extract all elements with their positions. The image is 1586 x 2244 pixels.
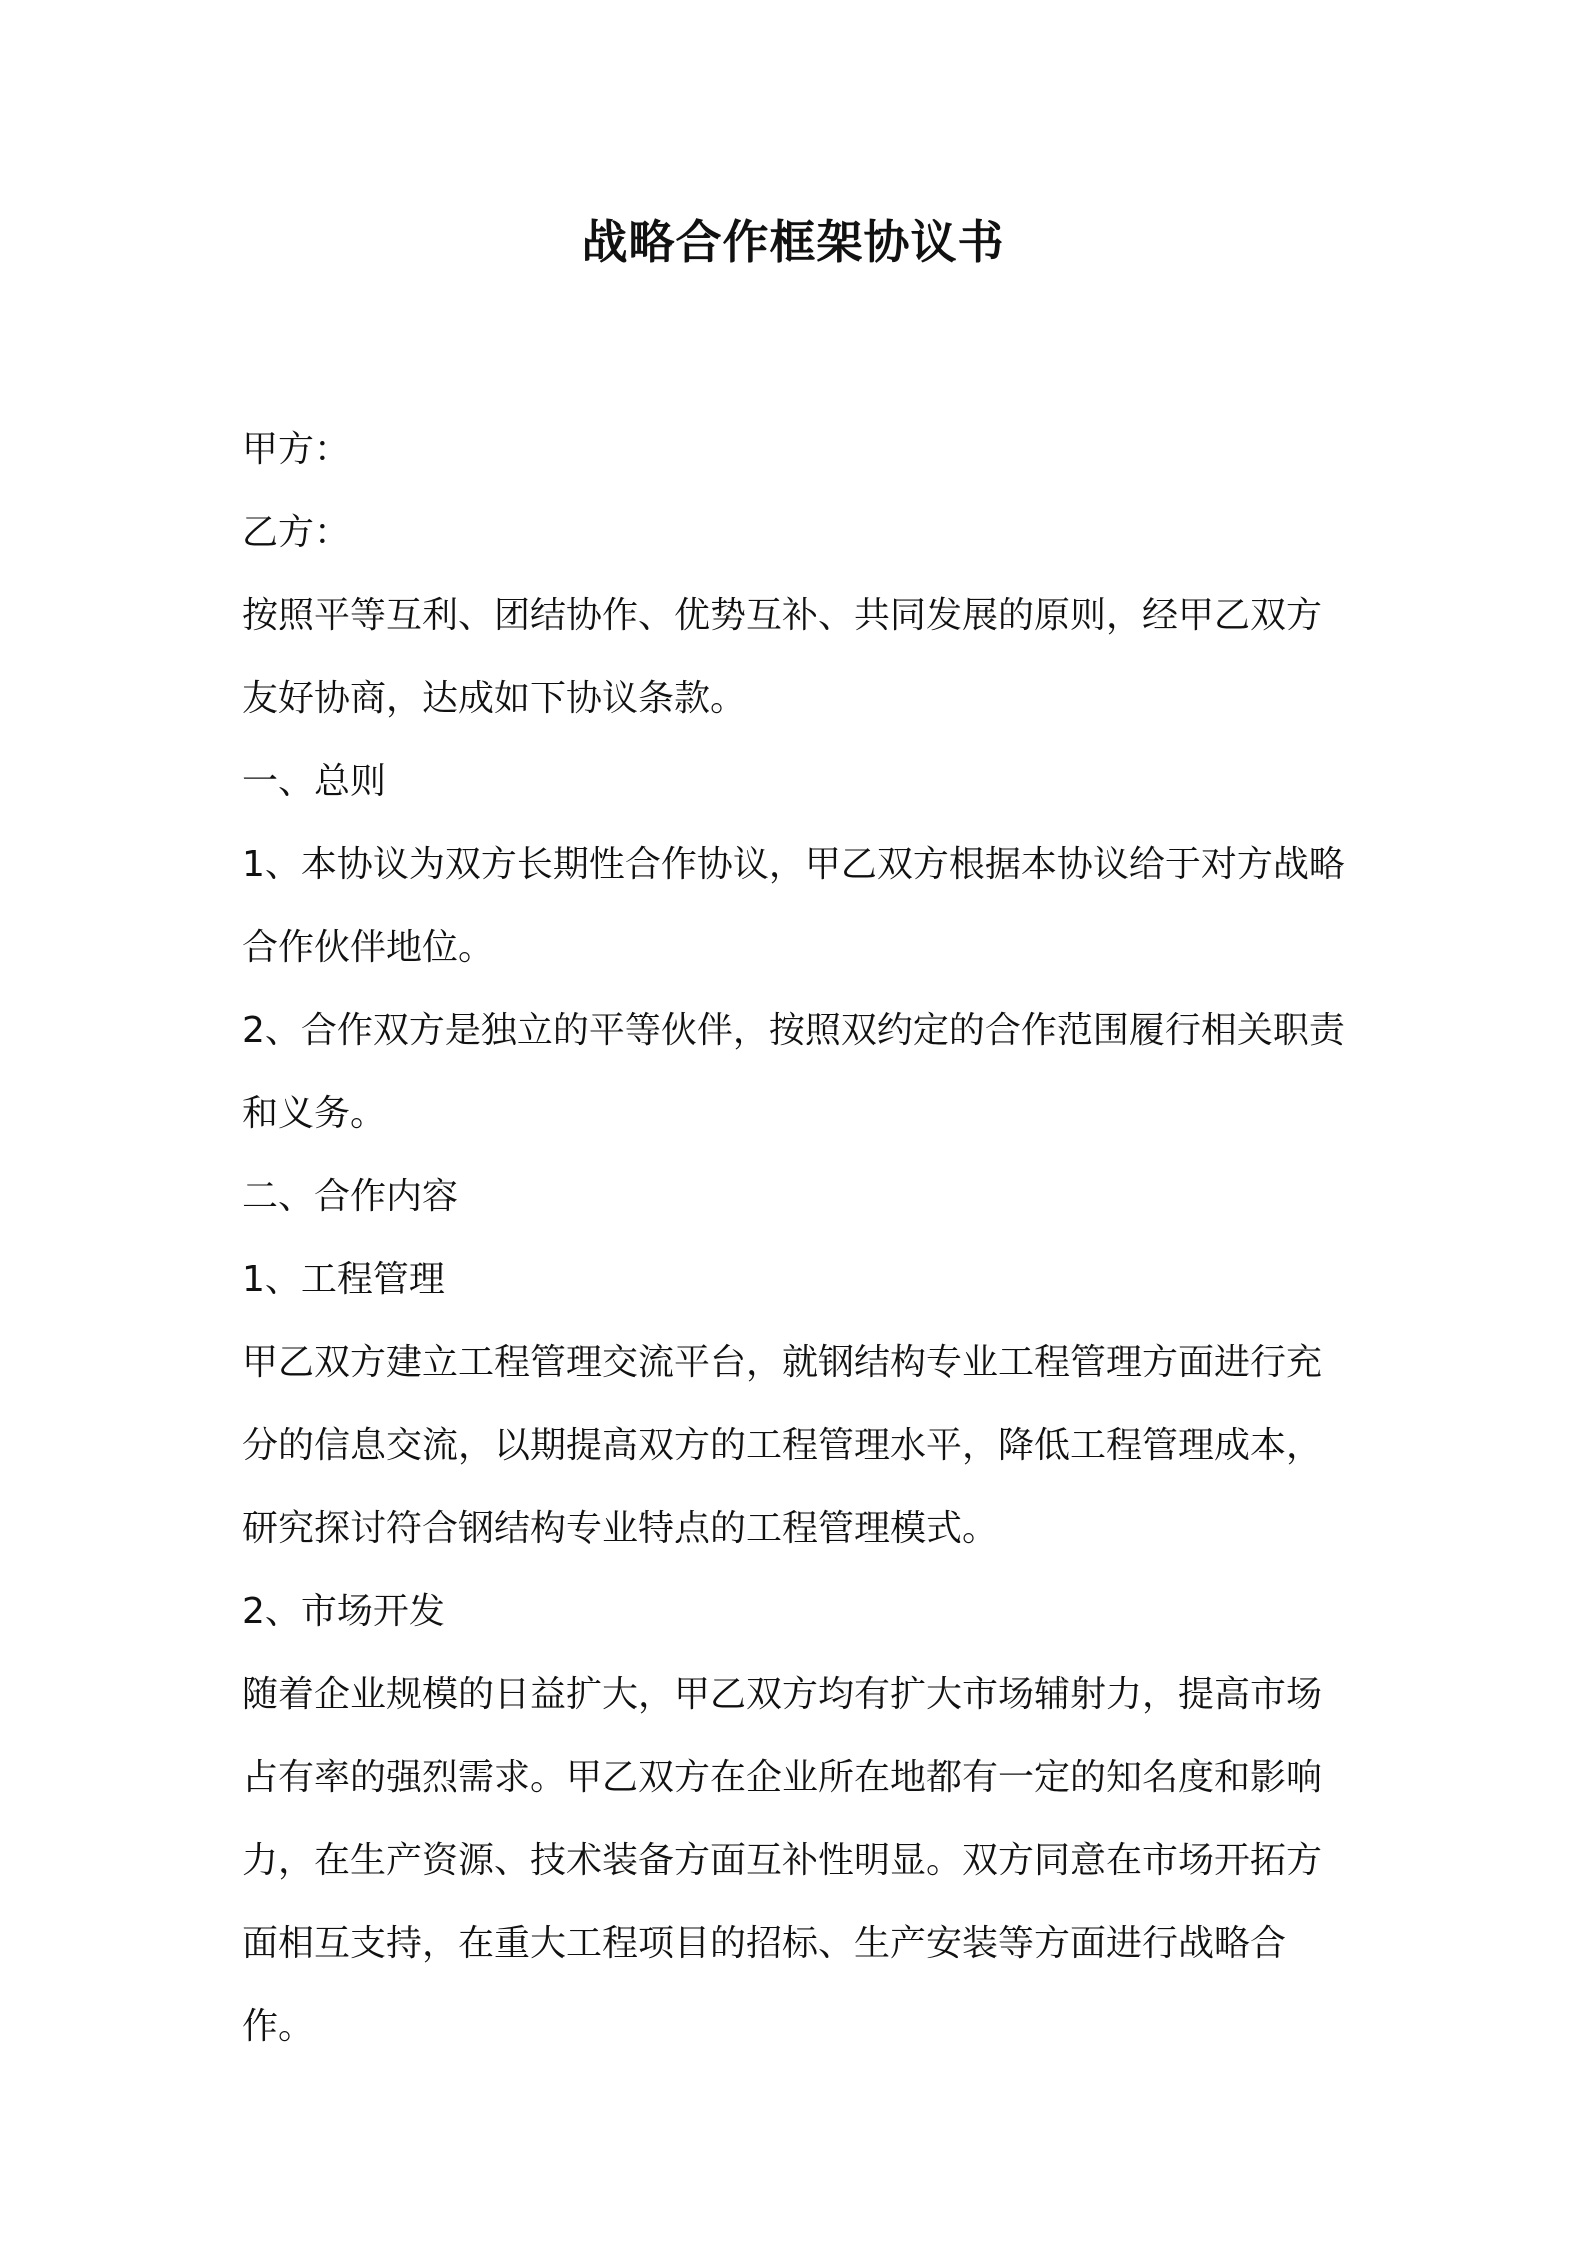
section-2-item-2-heading: 2、市场开发 <box>242 1591 445 1632</box>
section-1-clause-2: 2、合作双方是独立的平等伙伴，按照双约定的合作范围履行相关职责和义务。 <box>242 1010 1345 1134</box>
party-a-line: 甲方： <box>242 429 351 470</box>
section-2-item-1-text: 甲乙双方建立工程管理交流平台，就钢结构专业工程管理方面进行充分的信息交流，以期提高双方的工程管理水平，降低工程管理成本，研究探讨符合钢结构专业特点的工程管理模式。 <box>242 1342 1323 1549</box>
document-body <box>242 408 1352 2068</box>
party-b-line: 乙方： <box>242 512 351 553</box>
section-2-item-2-text: 随着企业规模的日益扩大，甲乙双方均有扩大市场辅射力，提高市场占有率的强烈需求。甲乙双方在企业所在地都有一定的知名度和影响力，在生产资源、技术装备方面互补性明显。双方同意在市场开拓方面相互支持，在重大工程项目的招标、生产安装等方面进行战略合作。 <box>242 1674 1323 2047</box>
section-1-heading: 一、总则 <box>242 761 387 802</box>
section-1-clause-1: 1、本协议为双方长期性合作协议，甲乙双方根据本协议给于对方战略合作伙伴地位。 <box>242 844 1345 968</box>
section-2-heading: 二、合作内容 <box>242 1176 459 1217</box>
section-2-item-1-heading: 1、工程管理 <box>242 1259 445 1300</box>
preamble-paragraph: 按照平等互利、团结协作、优势互补、共同发展的原则，经甲乙双方友好协商，达成如下协议条款。 <box>242 595 1323 719</box>
document-title: 战略合作框架协议书 <box>581 215 1005 269</box>
